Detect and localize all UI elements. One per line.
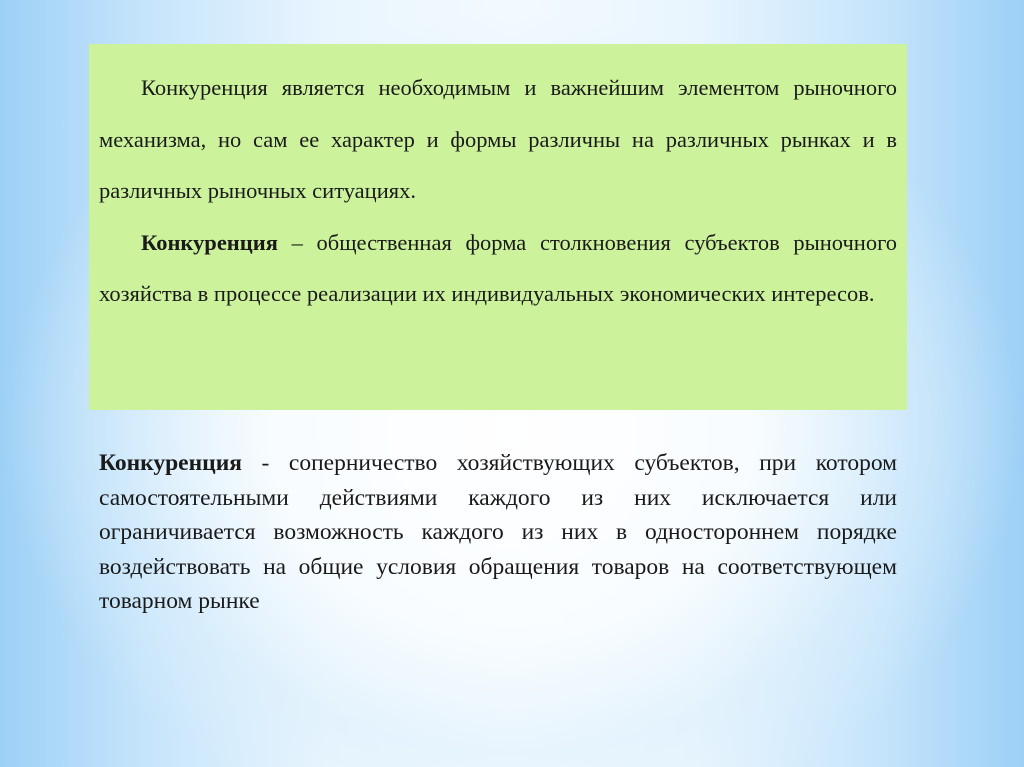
paragraph-competition-role-text: Конкуренция является необходимым и важнейшим элементом рыночного механизма, но сам ее характер и формы различны на различных рынках и в различных рыночных ситуациях. — [99, 75, 897, 203]
definition-term: Конкуренция — [99, 450, 242, 476]
term-competition: Конкуренция — [141, 229, 278, 255]
paragraph-competition-definition — [99, 446, 897, 619]
definition-text: - соперничество хозяйствующих субъектов, при котором самостоятельными действиями каждого из них исключается или ограничивается возможность каждого из них в одностороннем порядке воздействовать на общие условия обращения товаров на соответствующем товарном рынке — [99, 450, 897, 614]
paragraph-competition-social-form-text: – общественная форма столкновения субъектов рыночного хозяйства в процессе реализации их индивидуальных экономических интересов. — [99, 229, 897, 306]
paragraph-competition-social-form — [99, 217, 897, 320]
paragraph-competition-role — [99, 62, 897, 217]
highlight-box — [89, 44, 907, 410]
